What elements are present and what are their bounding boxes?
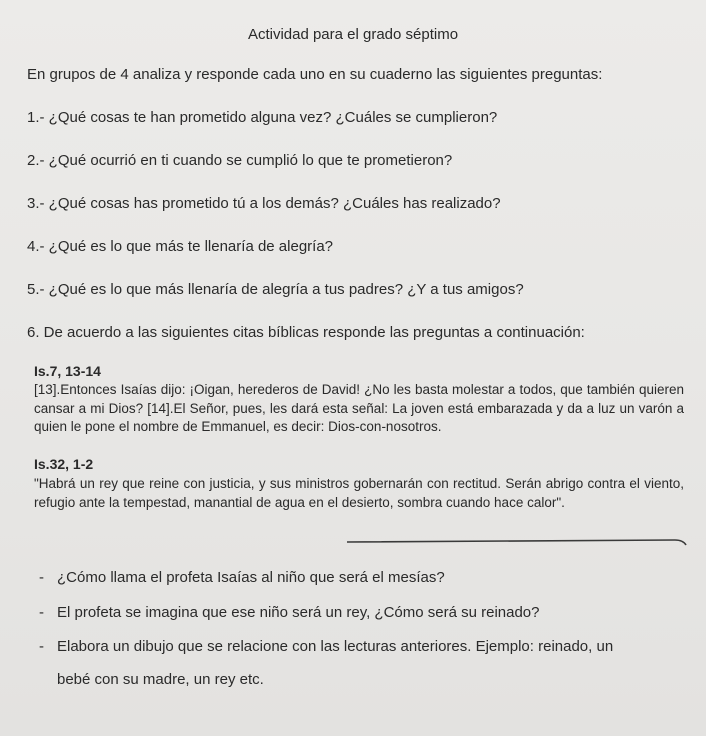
- instructions-text: En grupos de 4 analiza y responde cada uno en su cuaderno las siguientes preguntas:: [27, 66, 603, 83]
- question-2: 2.- ¿Qué ocurrió en ti cuando se cumplió lo que te prometieron?: [27, 152, 453, 169]
- bullet-question-2: [39, 604, 540, 621]
- bullet-question-1-text: ¿Cómo llama el profeta Isaías al niño que será el mesías?: [57, 569, 445, 586]
- bullet-question-1: [39, 569, 445, 586]
- question-6: 6. De acuerdo a las siguientes citas bíblicas responde las preguntas a continuación:: [27, 324, 585, 341]
- pen-underline-mark: [345, 537, 687, 547]
- question-3: 3.- ¿Qué cosas has prometido tú a los demás? ¿Cuáles has realizado?: [27, 195, 501, 212]
- bullet-marker: -: [39, 604, 44, 621]
- bullet-question-3: [39, 638, 613, 655]
- question-1: 1.- ¿Qué cosas te han prometido alguna vez? ¿Cuáles se cumplieron?: [27, 109, 498, 126]
- citation-ref-1: Is.7, 13-14: [34, 363, 101, 379]
- bullet-question-3-continuation: bebé con su madre, un rey etc.: [57, 671, 264, 688]
- bullet-question-3-text: Elabora un dibujo que se relacione con las lecturas anteriores. Ejemplo: reinado, un: [57, 638, 614, 655]
- citation-text-2: "Habrá un rey que reine con justicia, y sus ministros gobernarán con rectitud. Serán abrigo contra el viento, refugio ante la tempestad, manantial de agua en el desierto, sombra cuando hace calor".: [34, 476, 684, 510]
- page-title: Actividad para el grado séptimo: [247, 26, 459, 43]
- bullet-marker: -: [39, 638, 44, 655]
- question-4: 4.- ¿Qué es lo que más te llenaría de alegría?: [27, 238, 334, 255]
- citation-ref-2: Is.32, 1-2: [34, 456, 94, 472]
- citation-text-1: [13].Entonces Isaías dijo: ¡Oigan, herederos de David! ¿No les basta molestar a todos, que también quieren cansar a mi Dios? [14].El Señor, pues, les dará esta señal: La joven está embarazada y da a luz un varón a quien le pone el nombre de Emmanuel, es decir: Dios-con-nosotros.: [34, 382, 684, 434]
- bullet-marker: -: [39, 569, 44, 586]
- question-5: 5.- ¿Qué es lo que más llenaría de alegría a tus padres? ¿Y a tus amigos?: [27, 281, 524, 298]
- bullet-question-2-text: El profeta se imagina que ese niño será un rey, ¿Cómo será su reinado?: [57, 604, 540, 621]
